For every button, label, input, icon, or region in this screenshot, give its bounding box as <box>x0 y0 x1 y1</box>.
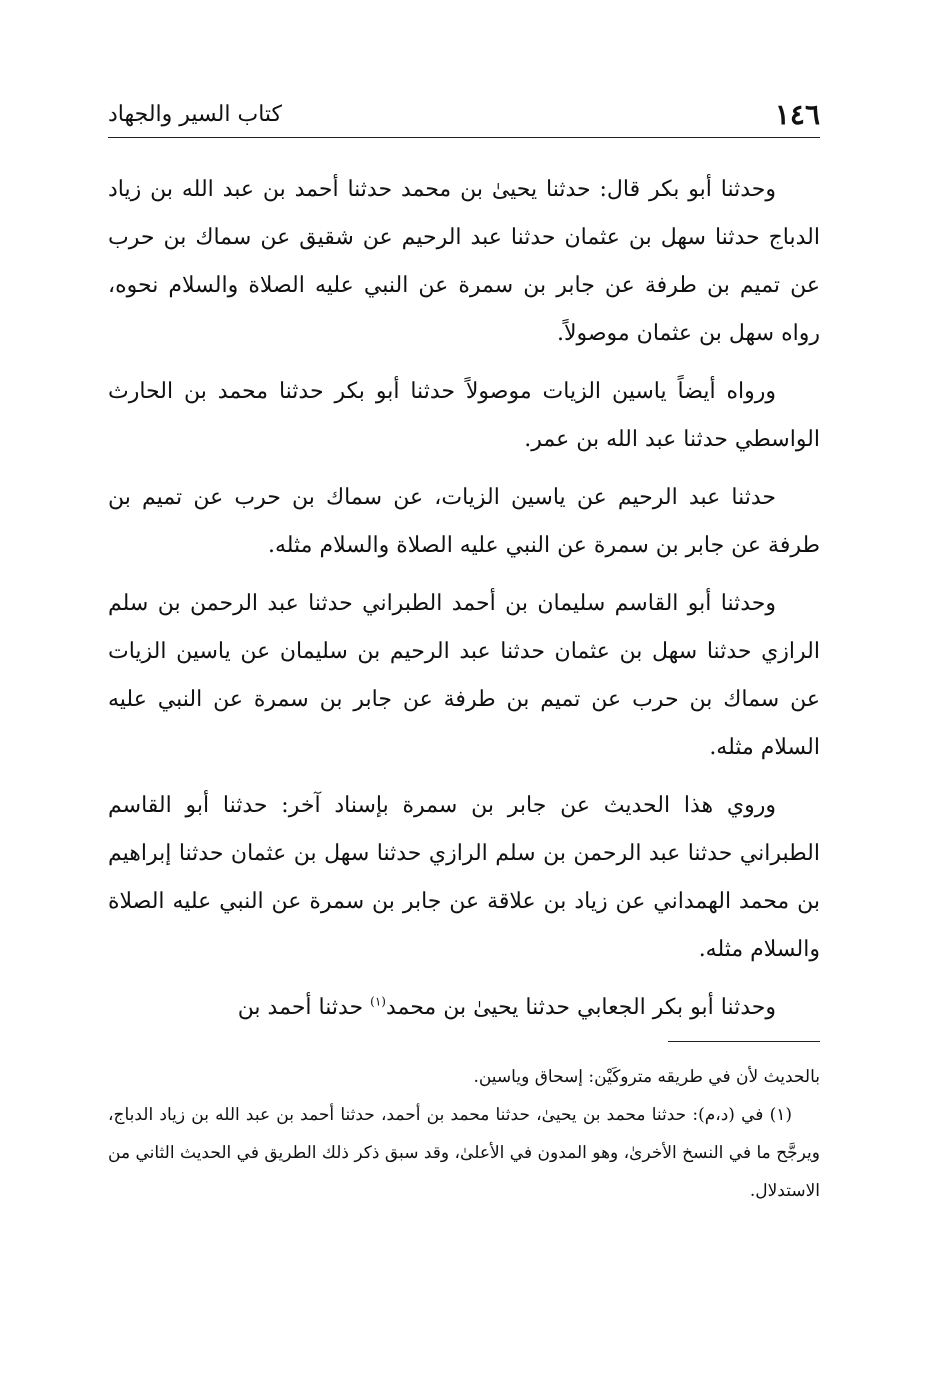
page-header <box>108 96 820 136</box>
paragraph: وروي هذا الحديث عن جابر بن سمرة بإسناد آخر: حدثنا أبو القاسم الطبراني حدثنا عبد الرحمن بن سلم الرازي حدثنا سهل بن عثمان حدثنا إبراهيم بن محمد الهمداني عن زياد بن علاقة عن جابر بن سمرة عن النبي عليه الصلاة والسلام مثله. <box>108 793 820 962</box>
page-number: ١٤٦ <box>774 98 820 131</box>
header-rule <box>108 137 820 138</box>
footnote-continuation: بالحديث لأن في طريقه متروكَيْن: إسحاق وياسين. <box>473 1067 820 1087</box>
paragraph-text: وحدثنا أبو بكر الجعابي حدثنا يحيىٰ بن محمد <box>385 995 776 1020</box>
paragraph: وحدثنا أبو القاسم سليمان بن أحمد الطبراني حدثنا عبد الرحمن بن سلم الرازي حدثنا سهل بن عثمان حدثنا عبد الرحيم بن سليمان عن ياسين الزيات عن سماك بن حرب عن تميم بن طرفة عن جابر بن سمرة عن النبي عليه السلام مثله. <box>108 591 820 760</box>
footnote-1: (١) في (د،م): حدثنا محمد بن يحيىٰ، حدثنا محمد بن أحمد، حدثنا أحمد بن عبد الله بن زياد الدباج، ويرجَّح ما في النسخ الأخرىٰ، وهو المدون في الأعلىٰ، وقد سبق ذكر ذلك الطريق في الحديث الثاني من الاستدلال. <box>108 1105 820 1201</box>
paragraph-with-footnote <box>108 984 820 1032</box>
paragraph: وحدثنا أبو بكر قال: حدثنا يحيىٰ بن محمد حدثنا أحمد بن عبد الله بن زياد الدباج حدثنا سهل بن عثمان حدثنا عبد الرحيم عن شقيق عن سماك بن حرب عن تميم بن طرفة عن جابر بن سمرة عن النبي عليه الصلاة والسلام نحوه، رواه سهل بن عثمان موصولاً. <box>108 177 820 346</box>
footnote-rule <box>668 1041 820 1042</box>
footnote-marker: (١) <box>370 994 386 1009</box>
running-title: كتاب السير والجهاد <box>108 102 283 127</box>
paragraph-text: حدثنا أحمد بن <box>237 995 371 1020</box>
main-text <box>108 166 820 1042</box>
paragraph: حدثنا عبد الرحيم عن ياسين الزيات، عن سماك بن حرب عن تميم بن طرفة عن جابر بن سمرة عن النبي عليه الصلاة والسلام مثله. <box>108 485 820 558</box>
paragraph: ورواه أيضاً ياسين الزيات موصولاً حدثنا أبو بكر حدثنا محمد بن الحارث الواسطي حدثنا عبد الله بن عمر. <box>108 379 820 452</box>
footnotes <box>108 1058 820 1210</box>
